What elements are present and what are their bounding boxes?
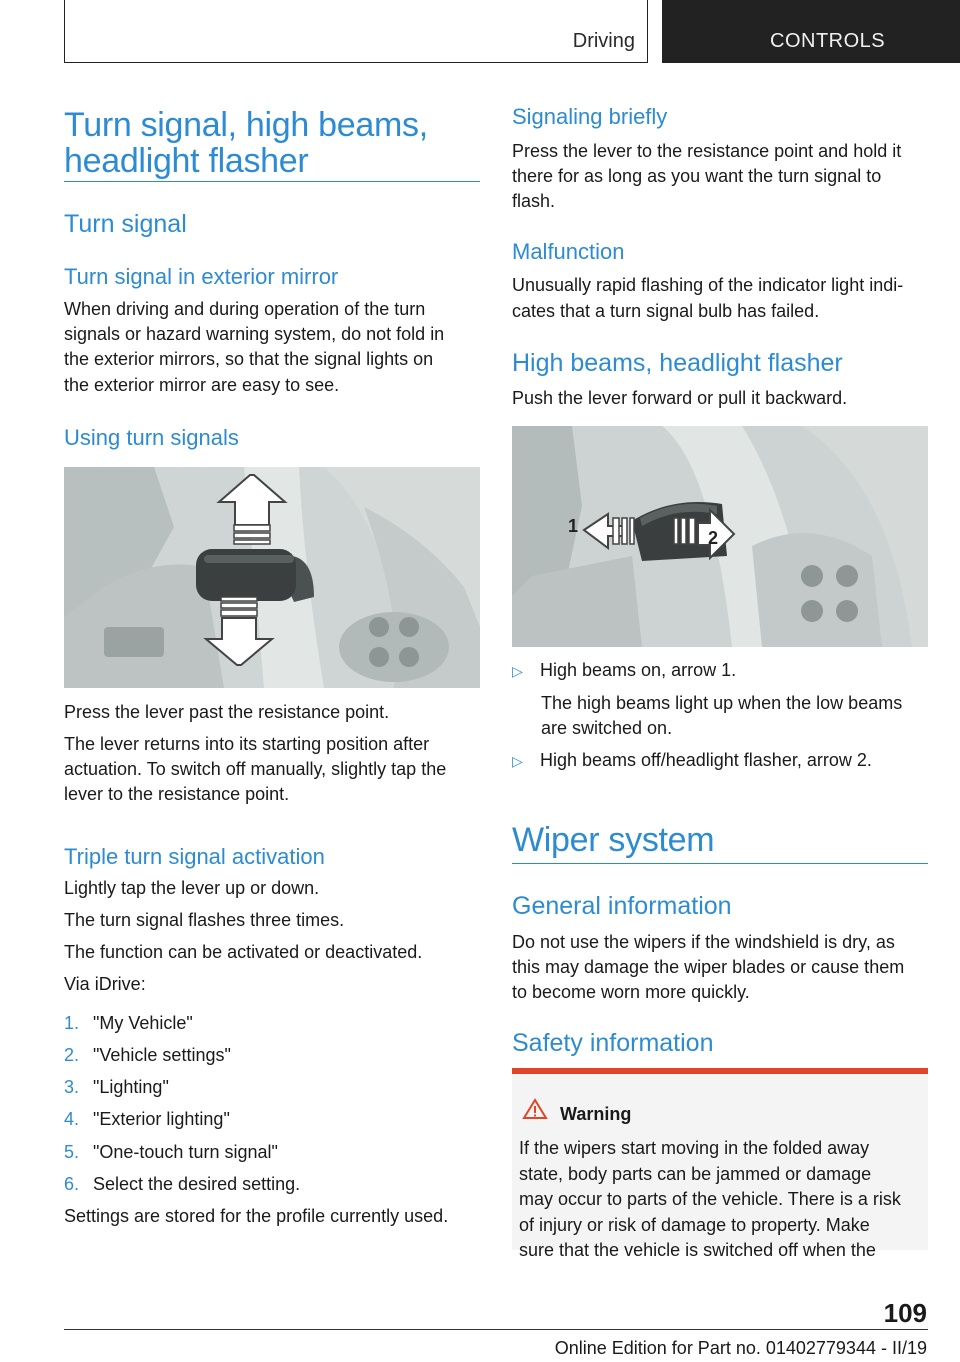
- general-line: to become worn more quickly.: [512, 982, 750, 1002]
- returns-line: lever to the resistance point.: [64, 784, 290, 804]
- mirror-line: the exterior mirror are easy to see.: [64, 375, 340, 395]
- briefly-line: flash.: [512, 191, 556, 211]
- list-item: [64, 1011, 193, 1036]
- list-number: 1.: [64, 1013, 80, 1033]
- push-text: Push the lever forward or pull it backward.: [512, 388, 848, 408]
- arrow-label-1: 1: [568, 516, 579, 536]
- warning-line: of injury or risk of damage to property. Make: [519, 1214, 870, 1235]
- heading-mirror: Turn signal in exterior mirror: [64, 264, 339, 289]
- list-item: [64, 1075, 169, 1100]
- mirror-line: the exterior mirrors, so that the signal lights on: [64, 349, 434, 369]
- warning-line: state, body parts can be jammed or damage: [519, 1163, 872, 1184]
- bullet-item: [512, 748, 872, 774]
- list-item: [64, 1107, 230, 1132]
- list-text: "Vehicle settings": [93, 1045, 231, 1065]
- page-title-line1: Turn signal, high beams,: [64, 106, 428, 144]
- heading-triple: Triple turn signal activation: [64, 844, 325, 869]
- mirror-line: When driving and during operation of the turn: [64, 299, 426, 319]
- list-item: [64, 1172, 300, 1197]
- high-beam-illustration: [512, 426, 928, 647]
- list-number: 3.: [64, 1077, 80, 1097]
- bullet-triangle-icon: ▷: [512, 753, 523, 769]
- page-title-line2: headlight flasher: [64, 142, 309, 180]
- title-rule: [64, 181, 480, 182]
- list-text: "One-touch turn signal": [93, 1142, 278, 1162]
- header-section-tab: [64, 0, 648, 63]
- high-beam-lever-figure: [512, 426, 928, 647]
- bullet-text: High beams off/headlight flasher, arrow 2.: [540, 750, 872, 770]
- footer-rule: [64, 1329, 928, 1330]
- list-item: [64, 1043, 231, 1068]
- tap-text: Lightly tap the lever up or down.: [64, 878, 320, 898]
- heading-safety-info: Safety information: [512, 1029, 714, 1057]
- general-line: Do not use the wipers if the windshield is dry, as: [512, 932, 895, 952]
- bullet-triangle-icon: ▷: [512, 663, 523, 679]
- settings-text: Settings are stored for the profile currently used.: [64, 1206, 449, 1226]
- malfunction-line: Unusually rapid flashing of the indicator light indi-: [512, 275, 904, 295]
- header-chapter-tab: [662, 0, 960, 63]
- list-text: "Lighting": [93, 1077, 169, 1097]
- warning-triangle-icon: [522, 1098, 548, 1120]
- page-number: 109: [883, 1298, 927, 1328]
- arrow-label-2: 2: [708, 528, 719, 548]
- heading-wiper-system: Wiper system: [512, 821, 715, 859]
- returns-line: actuation. To switch off manually, slightly tap the: [64, 759, 447, 779]
- heading-using-turn-signals: Using turn signals: [64, 425, 239, 450]
- list-number: 6.: [64, 1174, 80, 1194]
- warning-box: [512, 1068, 928, 1260]
- list-text: Select the desired setting.: [93, 1174, 301, 1194]
- mirror-line: signals or hazard warning system, do not fold in: [64, 324, 445, 344]
- wiper-rule: [512, 863, 928, 864]
- list-number: 4.: [64, 1109, 80, 1129]
- list-number: 5.: [64, 1142, 80, 1162]
- list-text: "My Vehicle": [93, 1013, 193, 1033]
- header-section-label: Driving: [572, 30, 635, 52]
- bullet-sub-line: The high beams light up when the low beams: [541, 693, 903, 713]
- returns-line: The lever returns into its starting position after: [64, 734, 430, 754]
- heading-malfunction: Malfunction: [512, 239, 625, 264]
- warning-title: Warning: [560, 1104, 632, 1124]
- function-text: The function can be activated or deactivated.: [64, 942, 423, 962]
- warning-line: sure that the vehicle is switched off when the: [519, 1240, 876, 1260]
- footer-edition: Online Edition for Part no. 01402779344 - II/19: [554, 1338, 927, 1358]
- lever-illustration: [64, 467, 480, 688]
- warning-body: [519, 1136, 931, 1264]
- header-chapter-label: CONTROLS: [770, 30, 886, 52]
- warning-line: may occur to parts of the vehicle. There is a risk: [519, 1189, 901, 1209]
- press-text: Press the lever past the resistance point.: [64, 702, 390, 722]
- warning-line: If the wipers start moving in the folded away: [519, 1138, 870, 1158]
- heading-high-beams: High beams, headlight flasher: [512, 349, 843, 377]
- list-item: [64, 1140, 278, 1165]
- heading-turn-signal: Turn signal: [64, 210, 187, 238]
- general-line: this may damage the wiper blades or cause them: [512, 957, 905, 977]
- heading-general-info: General information: [512, 892, 732, 920]
- malfunction-line: cates that a turn signal bulb has failed.: [512, 301, 820, 321]
- heading-signaling-briefly: Signaling briefly: [512, 104, 668, 129]
- briefly-line: there for as long as you want the turn signal to: [512, 166, 882, 186]
- briefly-line: Press the lever to the resistance point and hold it: [512, 141, 902, 161]
- bullet-text: High beams on, arrow 1.: [540, 660, 737, 680]
- flashes-text: The turn signal flashes three times.: [64, 910, 345, 930]
- bullet-item: [512, 658, 736, 684]
- bullet-sub-line: are switched on.: [541, 718, 673, 738]
- list-number: 2.: [64, 1045, 80, 1065]
- list-text: "Exterior lighting": [93, 1109, 230, 1129]
- via-text: Via iDrive:: [64, 974, 146, 994]
- turn-signal-lever-figure: [64, 467, 480, 688]
